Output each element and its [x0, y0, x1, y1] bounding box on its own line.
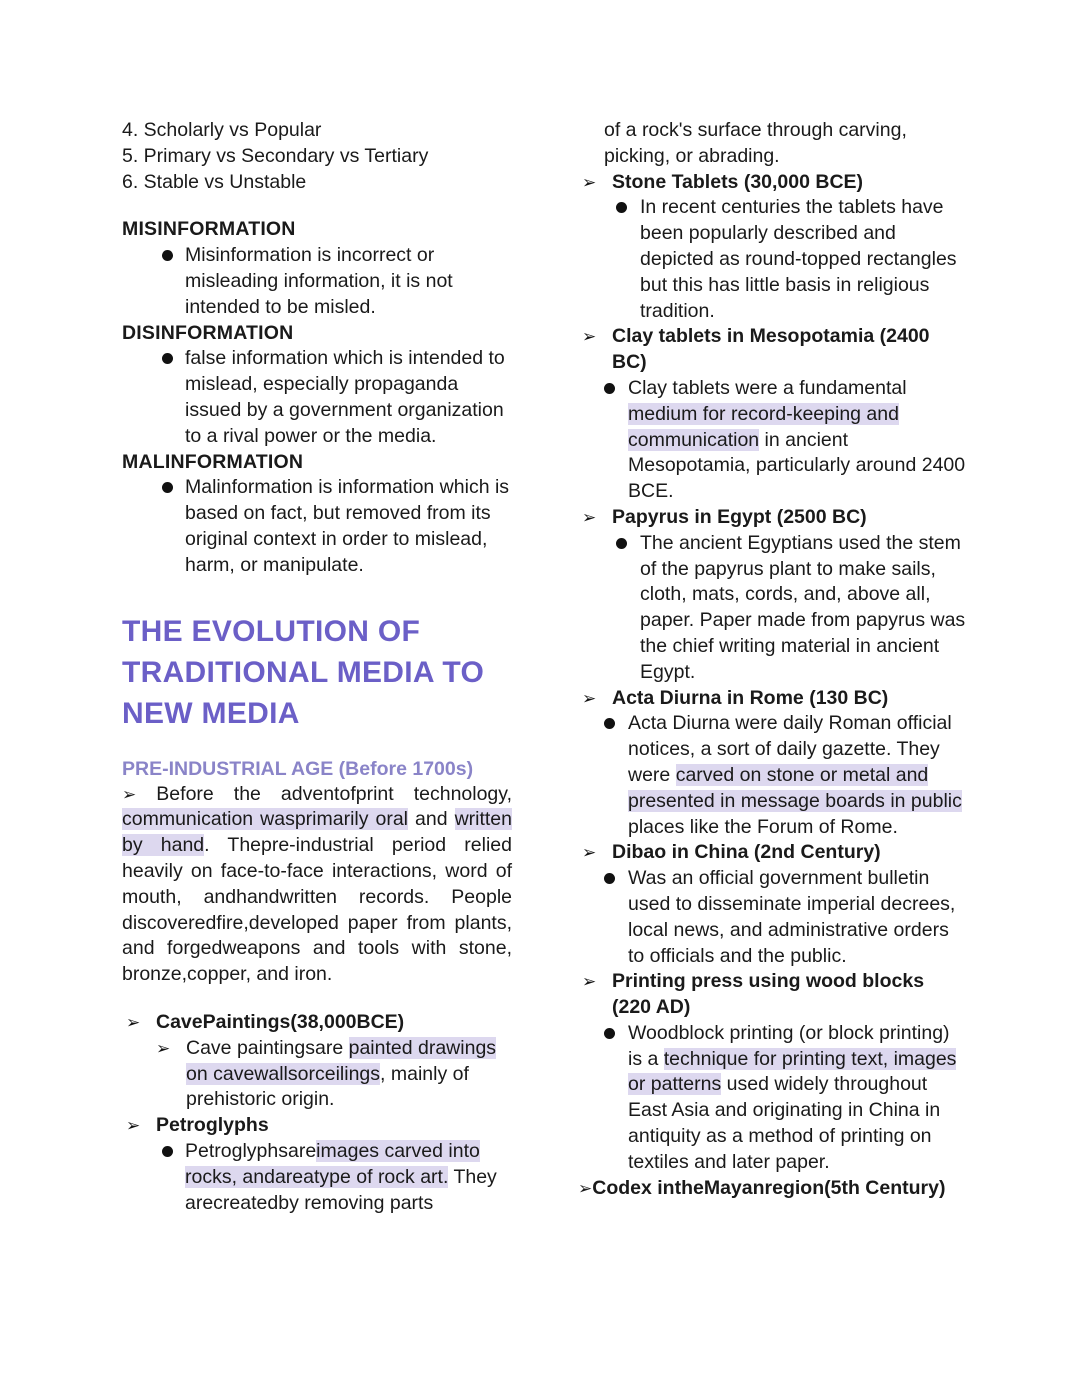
dibao-heading: Dibao in China (2nd Century) [612, 841, 881, 864]
entry-body-row [578, 711, 968, 840]
arrow-bullet-icon: ➢ [582, 327, 597, 347]
arrow-bullet-icon: ➢ [582, 172, 597, 192]
cave-paintings-part1: Cave paintingsare [186, 1036, 349, 1059]
dot-bullet-icon [162, 1146, 173, 1157]
right-column [578, 118, 968, 1216]
entry-heading-row [578, 840, 968, 866]
arrow-bullet-icon: ➢ [126, 1116, 141, 1136]
dot-bullet-icon [604, 383, 615, 394]
petroglyphs-heading-row [122, 1113, 512, 1139]
clay-tablets-part2: in ancient Mesopotamia, particularly around 2400 BCE. [628, 428, 966, 503]
malinformation-heading: MALINFORMATION [122, 450, 304, 473]
petroglyphs-part1: Petroglyphsare [185, 1139, 317, 1162]
entry-body-row [578, 195, 968, 324]
arrow-bullet-icon: ➢ [582, 688, 597, 708]
entry-body-row [578, 866, 968, 969]
cave-paintings-part2: , mainly of prehistoric origin. [186, 1062, 469, 1111]
entry-body-row [578, 531, 968, 686]
continuation-text: of a rock's surface through carving, picking, or abrading. [604, 119, 907, 167]
entry-heading-row [578, 505, 968, 531]
left-column [122, 118, 512, 1216]
stone-tablets-heading: Stone Tablets (30,000 BCE) [612, 170, 864, 193]
era-paragraph-highlight-2: written by hand [122, 808, 512, 857]
malinformation-text: Malinformation is information which is based on fact, but removed from its original context in order to mislead, harm, or manipulate. [185, 476, 510, 576]
acta-diurna-part1: Acta Diurna were daily Roman official notices, a sort of daily gazette. They were [628, 712, 952, 786]
clay-tablets-part1: Clay tablets were a fundamental [628, 376, 907, 399]
misinformation-text: Misinformation is incorrect or misleading information, it is not intended to be misled. [185, 244, 453, 318]
spacer [122, 579, 512, 611]
papyrus-heading: Papyrus in Egypt (2500 BC) [612, 505, 867, 528]
codex-heading: Codex intheMayanregion(5th Century) [592, 1176, 946, 1199]
arrow-bullet-icon: ➢ [156, 1038, 171, 1058]
era-paragraph [122, 782, 512, 988]
dot-bullet-icon [604, 873, 615, 884]
petroglyphs-text-row [122, 1139, 512, 1216]
arrow-bullet-icon: ➢ [582, 972, 597, 992]
era-paragraph-highlight-1: communication wasprimarily oral [122, 808, 409, 831]
spacer [122, 988, 512, 1010]
dot-bullet-icon [616, 202, 627, 213]
era-subtitle: PRE-INDUSTRIAL AGE (Before 1700s) [122, 757, 474, 780]
arrow-bullet-icon: ➢ [122, 784, 137, 804]
dibao-text: Was an official government bulletin used to disseminate imperial decrees, local news, and administrative orders to officials and the public. [628, 867, 956, 967]
arrow-bullet-icon: ➢ [126, 1012, 141, 1032]
dot-bullet-icon [162, 250, 173, 261]
clay-tablets-highlight: medium for record-keeping and communication [628, 402, 899, 451]
printing-press-part1: Woodblock printing (or block printing) is a [628, 1021, 950, 1070]
papyrus-text: The ancient Egyptians used the stem of the papyrus plant to make sails, cloth, mats, cords, and, above all, paper. Paper made from papyrus was the chief writing material in ancient Egypt. [640, 531, 966, 683]
cave-paintings-heading: CavePaintings(38,000BCE) [156, 1010, 405, 1033]
dot-bullet-icon [604, 1028, 615, 1039]
arrow-bullet-icon: ➢ [578, 1178, 593, 1198]
list-item [122, 346, 512, 449]
acta-diurna-part2: places like the Forum of Rome. [628, 815, 898, 838]
acta-diurna-heading: Acta Diurna in Rome (130 BC) [612, 686, 889, 709]
spacer [122, 734, 512, 756]
list-item [122, 475, 512, 578]
printing-press-part2: used widely throughout East Asia and originating in China in antiquity as a method of printing on textiles and later paper. [628, 1073, 941, 1173]
entry-heading-row [578, 969, 968, 1021]
dot-bullet-icon [604, 718, 615, 729]
era-paragraph-part1: Before the adventofprint technology, [156, 782, 512, 805]
two-column-layout [122, 118, 984, 1216]
printing-press-highlight: technique for printing text, images or patterns [628, 1047, 957, 1096]
arrow-bullet-icon: ➢ [582, 507, 597, 527]
arrow-bullet-icon: ➢ [582, 843, 597, 863]
entry-heading-row [578, 170, 968, 196]
list-item: 5. Primary vs Secondary vs Tertiary [122, 144, 429, 167]
misinformation-heading: MISINFORMATION [122, 218, 296, 241]
era-paragraph-part3: . Thepre-industrial period relied heavily on face-to-face interactions, word of mouth, andhandwritten records. People discoveredfire,developed paper from plants, and forgedweapons and tools with stone, bronze,copper, and iron. [122, 834, 512, 986]
list-item: 6. Stable vs Unstable [122, 170, 307, 193]
entry-heading-row [578, 686, 968, 712]
dot-bullet-icon [162, 353, 173, 364]
list-item: 4. Scholarly vs Popular [122, 119, 322, 141]
disinformation-heading: DISINFORMATION [122, 321, 294, 344]
petroglyphs-highlight: images carved into rocks, andareatype of rock art. [185, 1139, 480, 1188]
entry-heading-row [578, 324, 968, 376]
cave-paintings-heading-row [122, 1010, 512, 1036]
petroglyphs-part2: They arecreatedby removing parts [185, 1165, 497, 1214]
era-paragraph-part2: and [408, 808, 455, 831]
disinformation-text: false information which is intended to mislead, especially propaganda issued by a government organization to a rival power or the media. [185, 347, 505, 447]
printing-press-heading: Printing press using wood blocks (220 AD) [612, 970, 925, 1019]
acta-diurna-highlight: carved on stone or metal and presented in message boards in public [628, 763, 962, 812]
clay-tablets-heading: Clay tablets in Mesopotamia (2400 BC) [612, 325, 930, 374]
dot-bullet-icon [162, 482, 173, 493]
petroglyphs-heading: Petroglyphs [156, 1114, 269, 1137]
dot-bullet-icon [616, 538, 627, 549]
spacer [122, 195, 512, 217]
entry-body-row [578, 376, 968, 505]
cave-paintings-highlight: painted drawings on cavewallsorceilings [186, 1036, 497, 1085]
codex-heading-row [578, 1176, 968, 1202]
cave-paintings-text-row [122, 1036, 512, 1113]
section-title: THE EVOLUTION OF TRADITIONAL MEDIA TO NEW MEDIA [122, 614, 485, 730]
list-item [122, 243, 512, 320]
stone-tablets-text: In recent centuries the tablets have been popularly described and depicted as round-topped rectangles but this has little basis in religious tradition. [640, 196, 957, 322]
entry-body-row [578, 1021, 968, 1176]
